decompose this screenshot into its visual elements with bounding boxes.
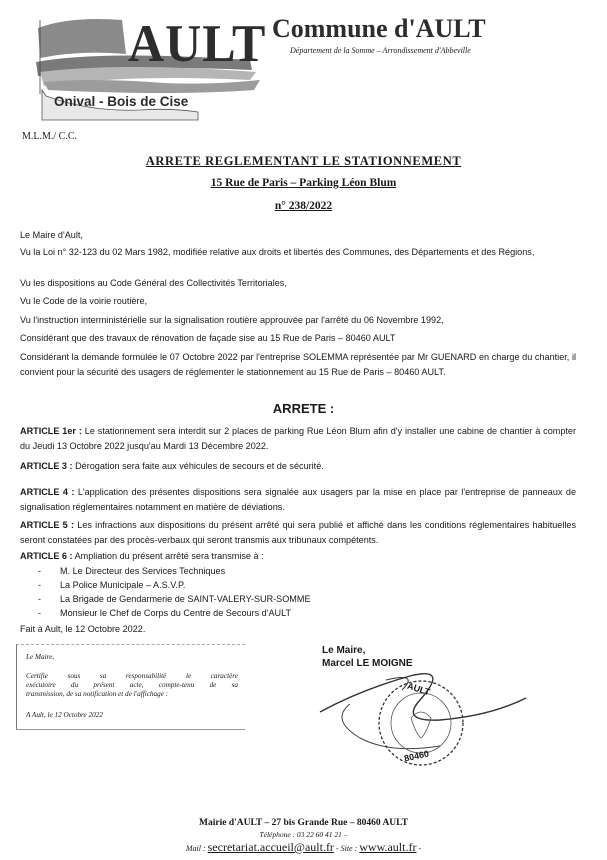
official-stamp bbox=[376, 678, 466, 768]
recipient-item: - La Brigade de Gendarmerie de SAINT-VALERY-SUR-SOMME bbox=[38, 594, 311, 604]
certification-box bbox=[16, 644, 245, 730]
preamble-intro: Le Maire d'Ault, bbox=[20, 230, 83, 240]
article-4-text: L'application des présentes dispositions sera signalée aux usagers par la mise en place par l'entreprise de panneaux de signalisation réglementaires notamment en matière de déviations. bbox=[20, 487, 576, 512]
article-1 bbox=[20, 424, 576, 453]
logo-name: AULT bbox=[128, 13, 267, 73]
article-3-label: ARTICLE 3 : bbox=[20, 461, 73, 471]
preamble-considerant-demande: Considérant la demande formulée le 07 Octobre 2022 par l'entreprise SOLEMMA représentée par Mr GUENARD en charge du chantier, il convient pour la sécurité des usagers de réglementer le stationnement au 15 Rue de Paris – 80460 AULT. bbox=[20, 352, 576, 377]
footer-end: - bbox=[418, 844, 422, 853]
preamble-vu-instruction: Vu l'instruction interministérielle sur la signalisation routière approuvée par l'arrêté du 06 Novembre 1992, bbox=[20, 315, 444, 325]
certification-line: transmission, de sa notification et de l'affichage : bbox=[26, 690, 169, 698]
article-6-text: Ampliation du présent arrêté sera transmise à : bbox=[74, 551, 264, 561]
article-6 bbox=[20, 549, 576, 564]
document-location: 15 Rue de Paris – Parking Léon Blum bbox=[210, 177, 397, 189]
certification-date: A Ault, le 12 Octobre 2022 bbox=[26, 711, 103, 719]
article-4 bbox=[20, 485, 576, 514]
footer-phone: Téléphone : 03 22 60 41 21 – bbox=[259, 830, 348, 839]
footer-contact bbox=[0, 840, 607, 855]
recipient-item: - M. Le Directeur des Services Techniques bbox=[38, 566, 226, 576]
document-title: ARRETE REGLEMENTANT LE STATIONNEMENT bbox=[145, 154, 462, 168]
article-5-label: ARTICLE 5 : bbox=[20, 520, 74, 530]
recipient-item: - Monsieur le Chef de Corps du Centre de Secours d'AULT bbox=[38, 608, 292, 618]
certification-line: exécutoire du présent acte, compte-tenu de sa bbox=[26, 681, 238, 689]
preamble-vu-cgct: Vu les dispositions au Code Général des Collectivités Territoriales, bbox=[20, 278, 287, 288]
article-6-label: ARTICLE 6 : bbox=[20, 551, 73, 561]
article-4-label: ARTICLE 4 : bbox=[20, 487, 75, 497]
stamp-top-text: AULT bbox=[406, 680, 432, 698]
article-5 bbox=[20, 518, 576, 547]
ault-logo bbox=[30, 10, 270, 122]
preamble-vu-loi: Vu la Loi n° 32-123 du 02 Mars 1982, modifiée relative aux droits et libertés des Communes, des Départements et des Régions, bbox=[20, 247, 535, 257]
article-3 bbox=[20, 459, 576, 474]
department-line: Département de la Somme – Arrondissement d'Abbeville bbox=[290, 46, 471, 55]
signature-role: Le Maire, bbox=[322, 645, 366, 656]
logo-subtitle: Onival - Bois de Cise bbox=[54, 94, 189, 109]
commune-title: Commune d'AULT bbox=[272, 14, 486, 43]
reference: M.L.M./ C.C. bbox=[22, 131, 78, 142]
certification-title: Le Maire, bbox=[26, 653, 55, 661]
certification-line: Certifie sous sa responsabilité le caractère bbox=[26, 672, 238, 680]
footer-site-link[interactable]: www.ault.fr bbox=[359, 840, 417, 854]
article-1-label: ARTICLE 1er : bbox=[20, 426, 82, 436]
recipient-item: - La Police Municipale – A.S.V.P. bbox=[38, 580, 186, 590]
arrete-heading: ARRETE : bbox=[272, 401, 335, 416]
footer-mail-link[interactable]: secretariat.accueil@ault.fr bbox=[207, 840, 334, 854]
document-number: n° 238/2022 bbox=[274, 200, 333, 212]
footer-mail-label: Mail : bbox=[185, 844, 206, 853]
footer-site-label: - Site : bbox=[335, 844, 358, 853]
preamble-vu-voirie: Vu le Code de la voirie routière, bbox=[20, 296, 148, 306]
article-3-text: Dérogation sera faite aux véhicules de secours et de sécurité. bbox=[75, 461, 324, 471]
preamble-considerant-travaux: Considérant que des travaux de rénovation de façade sise au 15 Rue de Paris – 80460 AULT bbox=[20, 333, 396, 343]
article-5-text: Les infractions aux dispositions du présent arrêté qui sera publié et affiché dans les conditions réglementaires habituelles seront constatées par des procès-verbaux qui seront transmis aux tribunaux compétents. bbox=[20, 520, 576, 545]
article-1-text: Le stationnement sera interdit sur 2 places de parking Rue Léon Blum afin d'y installer une cabine de chantier à compter du Jeudi 13 Octobre 2022 jusqu'au Mardi 13 Décembre 2022. bbox=[20, 426, 576, 451]
stamp-bottom-text: 80460 bbox=[403, 748, 430, 764]
signature-name: Marcel LE MOIGNE bbox=[322, 658, 413, 669]
signed-at: Fait à Ault, le 12 Octobre 2022. bbox=[20, 624, 146, 634]
footer-address: Mairie d'AULT – 27 bis Grande Rue – 80460 AULT bbox=[199, 818, 408, 828]
